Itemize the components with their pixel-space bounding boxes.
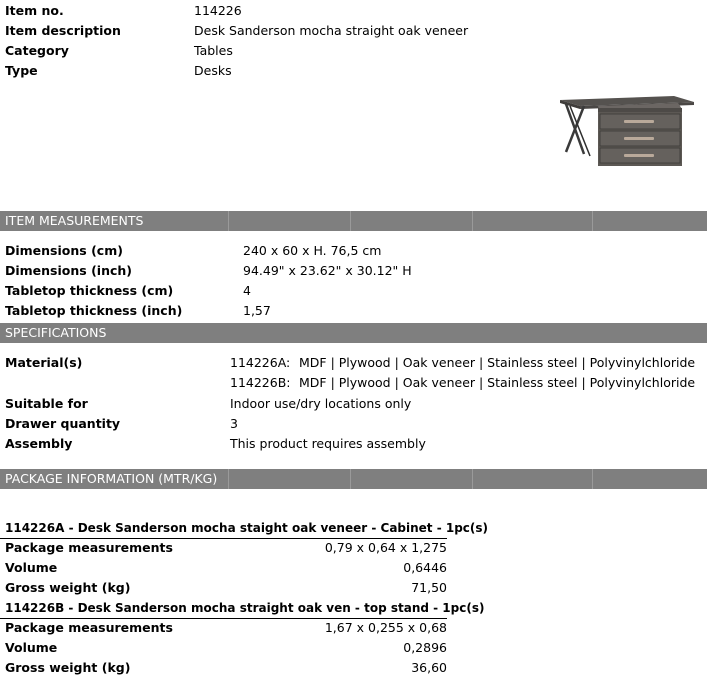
package-a-measurements-label: Package measurements bbox=[5, 540, 173, 555]
package-b-measurements-label: Package measurements bbox=[5, 620, 173, 635]
item-measurements-header bbox=[0, 211, 707, 231]
item-description-label: Item description bbox=[5, 23, 121, 38]
material-b-value: MDF | Plywood | Oak veneer | Stainless steel | Polyvinylchloride bbox=[299, 375, 696, 390]
type-label: Type bbox=[5, 63, 38, 78]
dimensions-cm-value: 240 x 60 x H. 76,5 cm bbox=[243, 243, 382, 258]
material-a-value: MDF | Plywood | Oak veneer | Stainless steel | Polyvinylchloride bbox=[299, 355, 696, 370]
desk-product-image bbox=[556, 94, 698, 166]
item-no-label: Item no. bbox=[5, 3, 64, 18]
dimensions-cm-label: Dimensions (cm) bbox=[5, 243, 123, 258]
item-no-value: 114226 bbox=[194, 3, 242, 18]
package-a-weight-label: Gross weight (kg) bbox=[5, 580, 131, 595]
item-description-value: Desk Sanderson mocha straight oak veneer bbox=[194, 23, 469, 38]
material-b-code: 114226B: bbox=[230, 375, 291, 390]
suitable-for-label: Suitable for bbox=[5, 396, 88, 411]
dimensions-inch-value: 94.49" x 23.62" x 30.12" H bbox=[243, 263, 412, 278]
tabletop-inch-value: 1,57 bbox=[243, 303, 271, 318]
suitable-for-value: Indoor use/dry locations only bbox=[230, 396, 412, 411]
package-b-volume-label: Volume bbox=[5, 640, 58, 655]
type-value: Desks bbox=[194, 63, 232, 78]
package-b-measurements-value: 1,67 x 0,255 x 0,68 bbox=[324, 620, 447, 635]
category-value: Tables bbox=[194, 43, 233, 58]
package-information-title: PACKAGE INFORMATION (MTR/KG) bbox=[5, 471, 218, 486]
tabletop-cm-value: 4 bbox=[243, 283, 251, 298]
package-a-volume-value: 0,6446 bbox=[403, 560, 447, 575]
package-a-measurements-value: 0,79 x 0,64 x 1,275 bbox=[324, 540, 447, 555]
tabletop-cm-label: Tabletop thickness (cm) bbox=[5, 283, 174, 298]
assembly-value: This product requires assembly bbox=[230, 436, 426, 451]
specifications-title: SPECIFICATIONS bbox=[5, 325, 107, 340]
package-a-title: 114226A - Desk Sanderson mocha staight oak veneer - Cabinet - 1pc(s) bbox=[5, 521, 489, 535]
package-b-weight-label: Gross weight (kg) bbox=[5, 660, 131, 675]
package-b-title: 114226B - Desk Sanderson mocha straight oak ven - top stand - 1pc(s) bbox=[5, 601, 485, 615]
drawer-quantity-value: 3 bbox=[230, 416, 238, 431]
package-b-volume-value: 0,2896 bbox=[403, 640, 447, 655]
drawer-quantity-label: Drawer quantity bbox=[5, 416, 121, 431]
material-a-code: 114226A: bbox=[230, 355, 291, 370]
package-b-weight-value: 36,60 bbox=[411, 660, 447, 675]
category-label: Category bbox=[5, 43, 69, 58]
specifications-header bbox=[0, 323, 707, 343]
package-information-header bbox=[0, 469, 707, 489]
assembly-label: Assembly bbox=[5, 436, 73, 451]
tabletop-inch-label: Tabletop thickness (inch) bbox=[5, 303, 183, 318]
item-measurements-title: ITEM MEASUREMENTS bbox=[5, 213, 144, 228]
material-label: Material(s) bbox=[5, 355, 83, 370]
dimensions-inch-label: Dimensions (inch) bbox=[5, 263, 132, 278]
package-a-weight-value: 71,50 bbox=[411, 580, 447, 595]
package-a-volume-label: Volume bbox=[5, 560, 58, 575]
